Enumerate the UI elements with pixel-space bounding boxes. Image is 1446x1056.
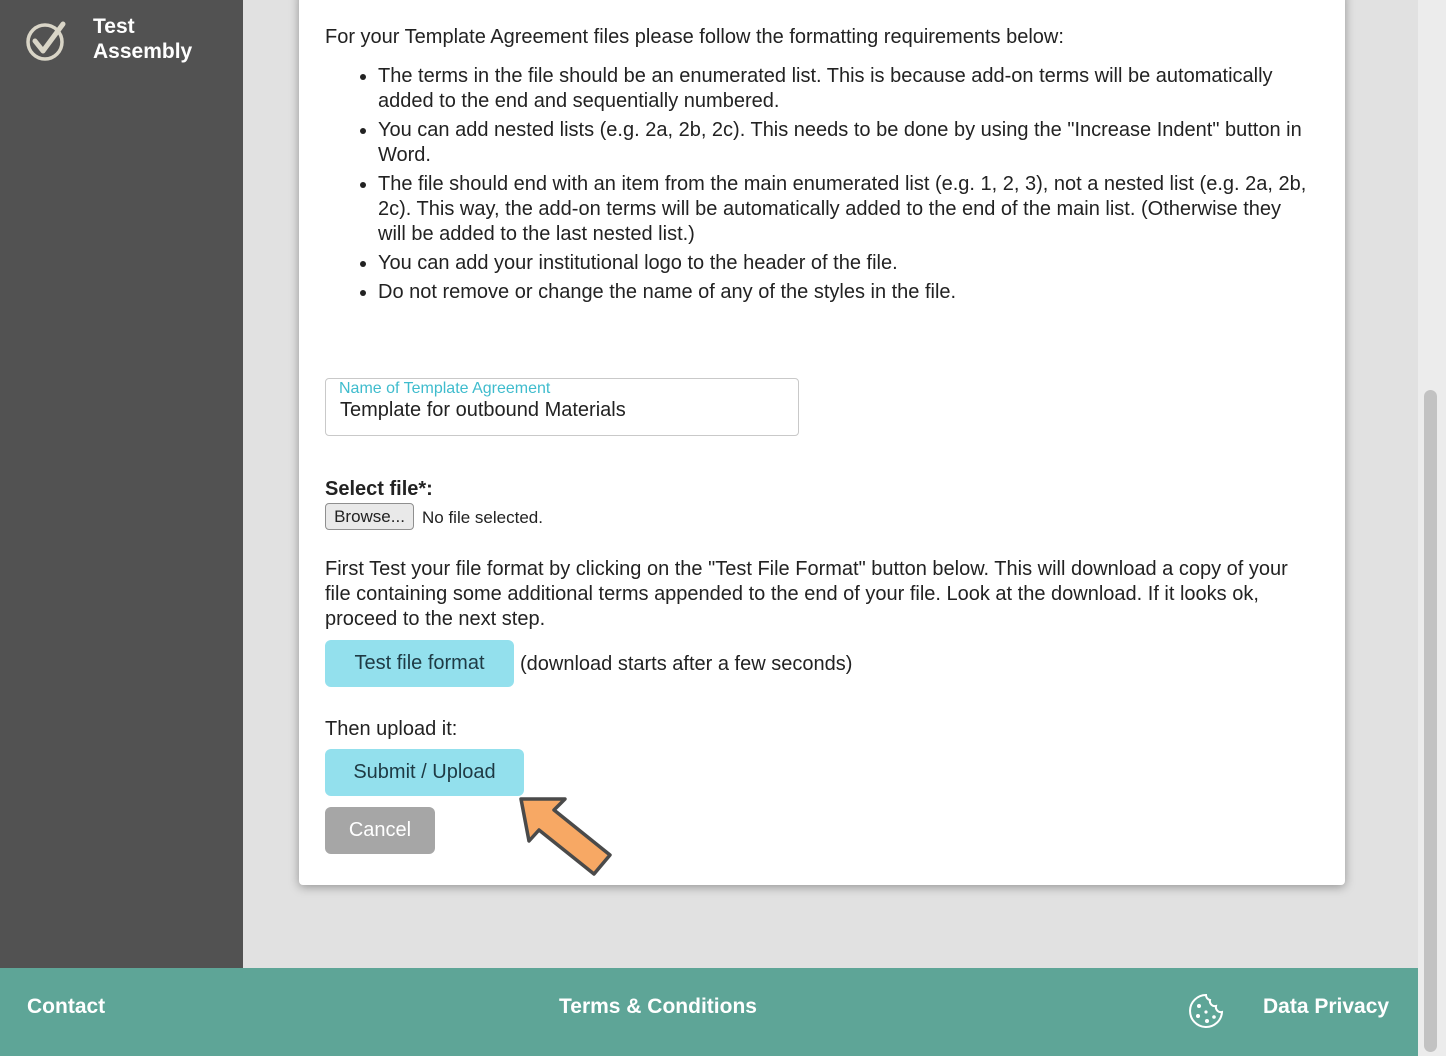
footer (0, 968, 1418, 1056)
list-item: • The file should end with an item from the main enumerated list (e.g. 1, 2, 3), not a nested list (e.g. 2a, 2b, 2c). This way, the add-on terms will be automatically added to the end of the main list. (Otherwise they will be added to the last nested list.) (378, 172, 1313, 247)
check-circle-icon (25, 20, 67, 62)
list-item: • The terms in the file should be an enumerated list. This is because add-on terms will be automatically added to the end and sequentially numbered. (378, 64, 1313, 114)
select-file-label: Select file*: (325, 478, 433, 500)
footer-contact-link[interactable]: Contact (27, 995, 106, 1018)
test-file-format-button[interactable]: Test file format (325, 640, 514, 687)
list-item: • You can add your institutional logo to the header of the file. (378, 251, 1313, 276)
cancel-button[interactable]: Cancel (325, 807, 435, 854)
scrollbar-thumb[interactable] (1424, 390, 1437, 1052)
test-instructions: First Test your file format by clicking on the "Test File Format" button below. This will download a copy of your file containing some additional terms appended to the end of your file. Look at the download. If it looks ok, proceed to the next step. (325, 558, 1288, 630)
then-upload-label: Then upload it: (325, 718, 458, 740)
intro-text: For your Template Agreement files please follow the formatting requirements below: (325, 26, 1064, 48)
file-status: No file selected. (422, 508, 543, 527)
template-name-field[interactable] (325, 378, 799, 436)
list-item: • You can add nested lists (e.g. 2a, 2b, 2c). This needs to be done by using the "Increase Indent" button in Word. (378, 118, 1313, 168)
list-item: • Do not remove or change the name of any of the styles in the file. (378, 280, 1313, 305)
submit-upload-button[interactable]: Submit / Upload (325, 749, 524, 796)
scrollbar[interactable] (1418, 0, 1446, 1056)
sidebar-item-test-assembly[interactable] (0, 0, 243, 80)
requirements-list (325, 64, 1313, 309)
sidebar-item-label: Test Assembly (93, 15, 193, 63)
footer-data-privacy-link[interactable]: Data Privacy (1263, 995, 1390, 1018)
footer-terms-link[interactable]: Terms & Conditions (559, 995, 757, 1018)
pointer-arrow-icon (517, 795, 613, 877)
browse-button[interactable]: Browse... (325, 503, 414, 530)
cookie-icon[interactable] (1187, 992, 1225, 1030)
sidebar (0, 0, 243, 968)
download-note: (download starts after a few seconds) (520, 653, 853, 675)
template-name-label: Name of Template Agreement (339, 380, 551, 397)
upload-template-card (299, 0, 1345, 885)
template-name-input[interactable]: Template for outbound Materials (340, 399, 626, 421)
